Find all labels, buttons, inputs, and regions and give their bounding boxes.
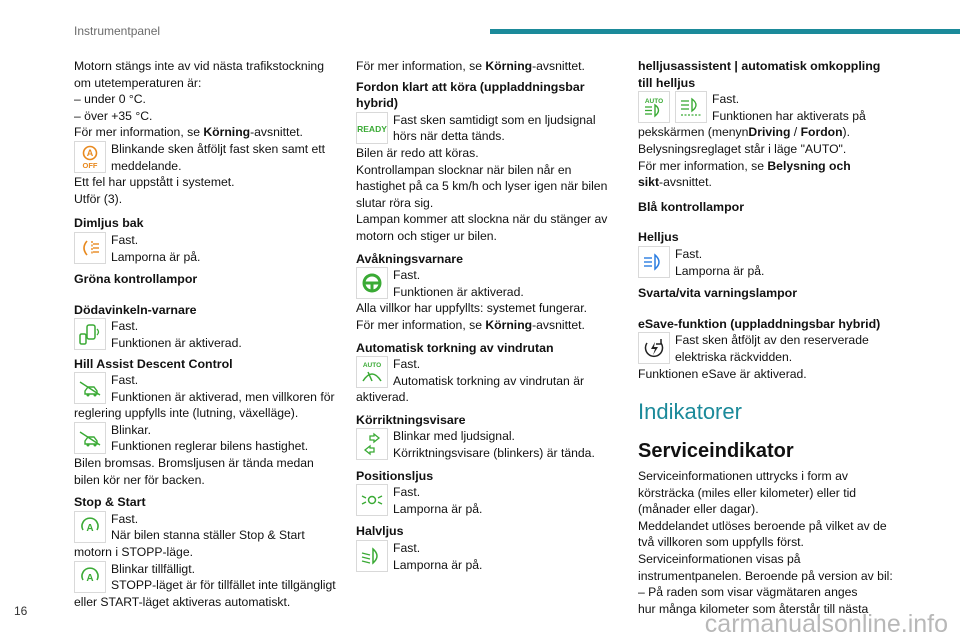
text-line: Automatisk torkning av vindrutan är bbox=[393, 373, 585, 388]
off-warning-row bbox=[74, 141, 336, 174]
text-line: bilen kör ner för backen. bbox=[74, 472, 205, 487]
text-line: För mer information, se Körning-avsnittet. bbox=[356, 317, 585, 332]
section-heading: till helljus bbox=[638, 75, 696, 90]
section-heading: Gröna kontrollampor bbox=[74, 272, 198, 287]
stop-start-off-icon bbox=[74, 141, 106, 173]
section-heading: Svarta/vita varningslampor bbox=[638, 286, 798, 301]
text-line: Alla villkor har uppfyllts: systemet fungerar. bbox=[356, 301, 587, 316]
text-line: Bilen är redo att köras. bbox=[356, 145, 479, 160]
text-line: Utför (3). bbox=[74, 191, 123, 206]
text-line: Serviceinformationen uttrycks i form av bbox=[638, 469, 848, 484]
text-line: Funktionen är aktiverad. bbox=[111, 335, 242, 350]
text-line: För mer information, se Belysning och bbox=[638, 158, 851, 173]
low-beam-row bbox=[356, 540, 618, 573]
text-line: elektriska räckvidden. bbox=[675, 349, 793, 364]
text-line: För mer information, se Körning-avsnittet. bbox=[356, 59, 585, 73]
text-line: Lamporna är på. bbox=[675, 263, 765, 278]
text-line: Fast. bbox=[111, 511, 139, 526]
text-line: instrumentpanelen. Beroende på version av bil: bbox=[638, 568, 893, 583]
position-light-icon bbox=[356, 484, 388, 516]
text-line: Fast. bbox=[393, 541, 421, 556]
section-title: Serviceindikator bbox=[638, 440, 794, 463]
section-heading: Fordon klart att köra (uppladdningsbar bbox=[356, 79, 585, 94]
column-1 bbox=[74, 58, 336, 610]
section-heading: Dödavinkeln-varnare bbox=[74, 302, 197, 317]
text-line: Fast. bbox=[111, 373, 139, 388]
text-line: Funktionen reglerar bilens hastighet. bbox=[111, 439, 309, 454]
text-line: om utetemperaturen är: bbox=[74, 75, 202, 90]
text-line: Bilen bromsas. Bromsljusen är tända medan bbox=[74, 456, 314, 471]
hill-descent-icon bbox=[74, 422, 106, 454]
stop-start-blink-row bbox=[74, 561, 336, 594]
text-line: Belysningsreglaget står i läge "AUTO". bbox=[638, 141, 847, 156]
svg-text:AUTO: AUTO bbox=[362, 362, 382, 370]
text-line: Funktionen är aktiverad. bbox=[393, 284, 524, 299]
text-line: Serviceinformationen visas på bbox=[638, 552, 801, 567]
text-line: hastighet på ca 5 km/h och lyser igen när bilen bbox=[356, 179, 608, 194]
text-line: motorn och stiger ur bilen. bbox=[356, 228, 497, 243]
text-line: Fast sken samtidigt som en ljudsignal bbox=[393, 112, 596, 127]
text-line: För mer information, se Körning-avsnittet. bbox=[74, 125, 303, 140]
stop-start-icon bbox=[74, 511, 106, 543]
header-title: Instrumentpanel bbox=[74, 24, 161, 38]
text-line: Blinkar tillfälligt. bbox=[111, 561, 195, 576]
rear-fog-light-icon bbox=[74, 232, 106, 264]
text-line: När bilen stanna ställer Stop & Start bbox=[111, 528, 305, 543]
hill-descent-blink-row bbox=[74, 422, 336, 455]
blind-spot-row bbox=[74, 318, 336, 351]
auto-wiper-icon bbox=[356, 356, 388, 388]
hill-descent-fixed-row bbox=[74, 372, 336, 405]
steering-wheel-icon bbox=[356, 267, 388, 299]
text-line: Lampan kommer att slockna när du stänger av bbox=[356, 212, 608, 227]
text-line: sikt-avsnittet. bbox=[638, 175, 712, 190]
text-line: – På raden som visar vägmätaren anges bbox=[638, 585, 858, 600]
text-line: meddelande. bbox=[111, 158, 182, 173]
text-line: Fast. bbox=[393, 268, 421, 283]
text-line: Motorn stängs inte av vid nästa trafikstockning bbox=[74, 59, 324, 73]
section-heading: Dimljus bak bbox=[74, 216, 144, 231]
esave-row bbox=[638, 332, 900, 365]
text-line: slutar röra sig. bbox=[356, 195, 434, 210]
section-heading: Halvljus bbox=[356, 524, 404, 539]
section-heading: helljusassistent | automatisk omkoppling bbox=[638, 59, 881, 73]
ready-icon bbox=[356, 112, 388, 144]
text-line: hur många kilometer som återstår till nästa bbox=[638, 601, 869, 616]
text-line: Funktionen eSave är aktiverad. bbox=[638, 366, 807, 381]
column-2 bbox=[356, 58, 618, 573]
section-heading: Körriktningsvisare bbox=[356, 412, 466, 427]
svg-text:AUTO: AUTO bbox=[644, 98, 664, 106]
svg-text:READY: READY bbox=[357, 123, 387, 134]
section-heading: hybrid) bbox=[356, 96, 398, 111]
text-line: Lamporna är på. bbox=[111, 249, 201, 264]
svg-text:OFF: OFF bbox=[82, 160, 98, 170]
lane-departure-row bbox=[356, 267, 618, 300]
high-beam-row bbox=[638, 246, 900, 279]
section-heading: eSave-funktion (uppladdningsbar hybrid) bbox=[638, 316, 881, 331]
text-line: Funktionen är aktiverad, men villkoren för bbox=[111, 389, 335, 404]
text-line: Fast sken åtföljt av den reserverade bbox=[675, 333, 869, 348]
page-header bbox=[0, 0, 960, 44]
text-line: två villkoren som uppfylls först. bbox=[638, 535, 804, 550]
text-line: pekskärmen (menynDriving / Fordon). bbox=[638, 125, 850, 140]
text-line: – över +35 °C. bbox=[74, 108, 153, 123]
text-line: reglering uppfylls inte (lutning, växelläge). bbox=[74, 406, 299, 421]
text-line: Ett fel har uppstått i systemet. bbox=[74, 175, 235, 190]
text-line: Fast. bbox=[675, 246, 703, 261]
text-line: Fast. bbox=[393, 485, 421, 500]
position-light-row bbox=[356, 484, 618, 517]
section-heading: Automatisk torkning av vindrutan bbox=[356, 340, 554, 355]
footer-watermark: carmanualsonline.info bbox=[704, 610, 948, 638]
high-beam-assist-icon bbox=[675, 91, 707, 123]
text-line: Funktionen har aktiverats på bbox=[712, 108, 866, 123]
text-line: Lamporna är på. bbox=[393, 557, 483, 572]
hill-descent-icon bbox=[74, 372, 106, 404]
rear-fog-row bbox=[74, 232, 336, 265]
low-beam-icon bbox=[356, 540, 388, 572]
text-line: Fast. bbox=[111, 319, 139, 334]
text-line: – under 0 °C. bbox=[74, 92, 146, 107]
text-line: Lamporna är på. bbox=[393, 501, 483, 516]
svg-text:A: A bbox=[86, 147, 94, 158]
text-line: STOPP-läget är för tillfället inte tillgängligt bbox=[111, 578, 336, 593]
page-number: 16 bbox=[14, 604, 28, 618]
svg-text:A: A bbox=[86, 522, 94, 534]
section-heading: Hill Assist Descent Control bbox=[74, 356, 233, 371]
section-heading: Stop & Start bbox=[74, 495, 146, 510]
text-line: motorn i STOPP-läge. bbox=[74, 545, 193, 560]
turn-signal-icon bbox=[356, 428, 388, 460]
stop-start-icon bbox=[74, 561, 106, 593]
svg-text:A: A bbox=[86, 572, 94, 584]
esave-icon bbox=[638, 332, 670, 364]
ready-row bbox=[356, 112, 618, 145]
auto-wipe-row bbox=[356, 356, 618, 389]
section-heading: Blå kontrollampor bbox=[638, 199, 745, 214]
stop-start-fixed-row bbox=[74, 511, 336, 544]
text-line: Blinkar med ljudsignal. bbox=[393, 429, 515, 444]
text-line: Kontrollampan slocknar när bilen når en bbox=[356, 162, 572, 177]
text-line: Fast. bbox=[111, 232, 139, 247]
section-heading: Positionsljus bbox=[356, 468, 434, 483]
high-beam-icon bbox=[638, 246, 670, 278]
turn-signal-row bbox=[356, 428, 618, 461]
text-line: körsträcka (miles eller kilometer) eller tid bbox=[638, 485, 857, 500]
text-line: Fast. bbox=[712, 92, 740, 107]
section-heading: Avåkningsvarnare bbox=[356, 251, 463, 266]
text-line: Fast. bbox=[393, 357, 421, 372]
text-line: Blinkande sken åtföljt fast sken samt ett bbox=[111, 141, 326, 156]
column-3 bbox=[638, 58, 900, 617]
text-line: eller START-läget aktiveras automatiskt. bbox=[74, 594, 291, 609]
text-line: Körriktningsvisare (blinkers) är tända. bbox=[393, 446, 595, 461]
blind-spot-icon bbox=[74, 318, 106, 350]
text-line: Blinkar. bbox=[111, 422, 151, 437]
auto-high-beam-icon bbox=[638, 91, 670, 123]
section-heading: Helljus bbox=[638, 230, 679, 245]
text-line: Meddelandet utlöses beroende på vilket av de bbox=[638, 518, 887, 533]
chapter-heading: Indikatorer bbox=[638, 399, 742, 425]
header-accent-bar bbox=[490, 29, 960, 34]
text-line: hörs när detta tänds. bbox=[393, 129, 505, 144]
high-beam-assist-row bbox=[638, 91, 900, 124]
text-line: (månader eller dagar). bbox=[638, 502, 759, 517]
text-line: aktiverad. bbox=[356, 390, 409, 405]
